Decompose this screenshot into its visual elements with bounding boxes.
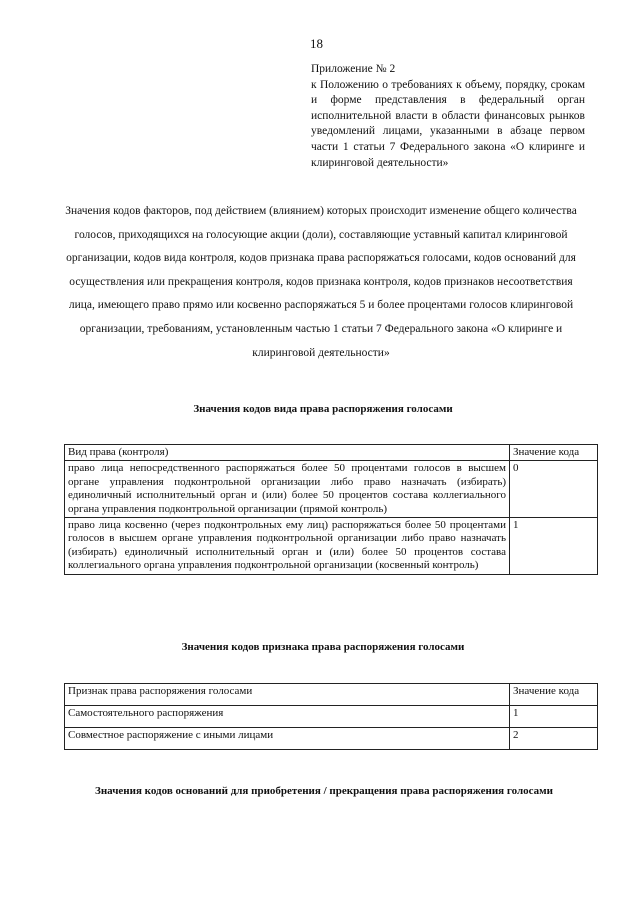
appendix-header (311, 62, 585, 171)
table-cell-code: 1 (510, 518, 598, 575)
table-row (65, 461, 598, 518)
page-number: 18 (310, 36, 323, 51)
table-cell-text: право лица непосредственного распоряжаться более 50 процентами голосов в высшем органе управления подконтрольной организации либо право назначать (избирать) единоличный исполнительный орган и (или) более 50 процентов состава коллегиального органа управления подконтрольной организации (прямой контроль) (65, 461, 510, 518)
table-row (65, 728, 598, 750)
column-header: Значение кода (510, 684, 598, 706)
table-header-row (65, 684, 598, 706)
section-title-vote-right-attribute: Значения кодов признака права распоряжения голосами (181, 641, 465, 653)
appendix-body: к Положению о требованиях к объему, порядку, срокам и форме представления в федеральный орган исполнительной власти в области финансовых рынков уведомлений лицами, указанными в абзаце первом части 1 статьи 7 Федерального закона «О клиринге и клиринговой деятельности» (311, 78, 585, 169)
vote-right-attribute-table (64, 683, 598, 750)
table-cell-text: Самостоятельного распоряжения (65, 706, 510, 728)
section-title-vote-right-type: Значения кодов вида права распоряжения голосами (193, 403, 453, 415)
table-header-row (65, 445, 598, 461)
column-header: Признак права распоряжения голосами (65, 684, 510, 706)
column-header: Значение кода (510, 445, 598, 461)
table-row (65, 518, 598, 575)
table-cell-code: 0 (510, 461, 598, 518)
column-header: Вид права (контроля) (65, 445, 510, 461)
table-cell-code: 2 (510, 728, 598, 750)
table-row (65, 706, 598, 728)
section-title-grounds: Значения кодов оснований для приобретения / прекращения права распоряжения голосами (95, 785, 553, 797)
appendix-title: Приложение № 2 (311, 63, 396, 75)
table-cell-text: Совместное распоряжение с иными лицами (65, 728, 510, 750)
table-cell-text: право лица косвенно (через подконтрольных ему лиц) распоряжаться более 50 процентами голосов в высшем органе управления подконтрольной организации либо право назначать (избирать) единоличный исполнительный орган и (или) более 50 процентов состава коллегиального органа управления подконтрольной организации (косвенный контроль) (65, 518, 510, 575)
vote-right-type-table (64, 444, 598, 575)
table-cell-code: 1 (510, 706, 598, 728)
document-heading: Значения кодов факторов, под действием (влиянием) которых происходит изменение общего количества голосов, приходящихся на голосующие акции (доли), составляющие уставный капитал клиринговой организации, кодов вида контроля, кодов признака права распоряжаться голосами, кодов оснований для осуществления или прекращения контроля, кодов признака контроля, кодов признаков несоответствия лица, имеющего право прямо или косвенно распоряжаться 5 и более процентами голосов клиринговой организации, требованиям, установленным частью 1 статьи 7 Федерального закона «О клиринге и клиринговой деятельности» (65, 205, 577, 359)
